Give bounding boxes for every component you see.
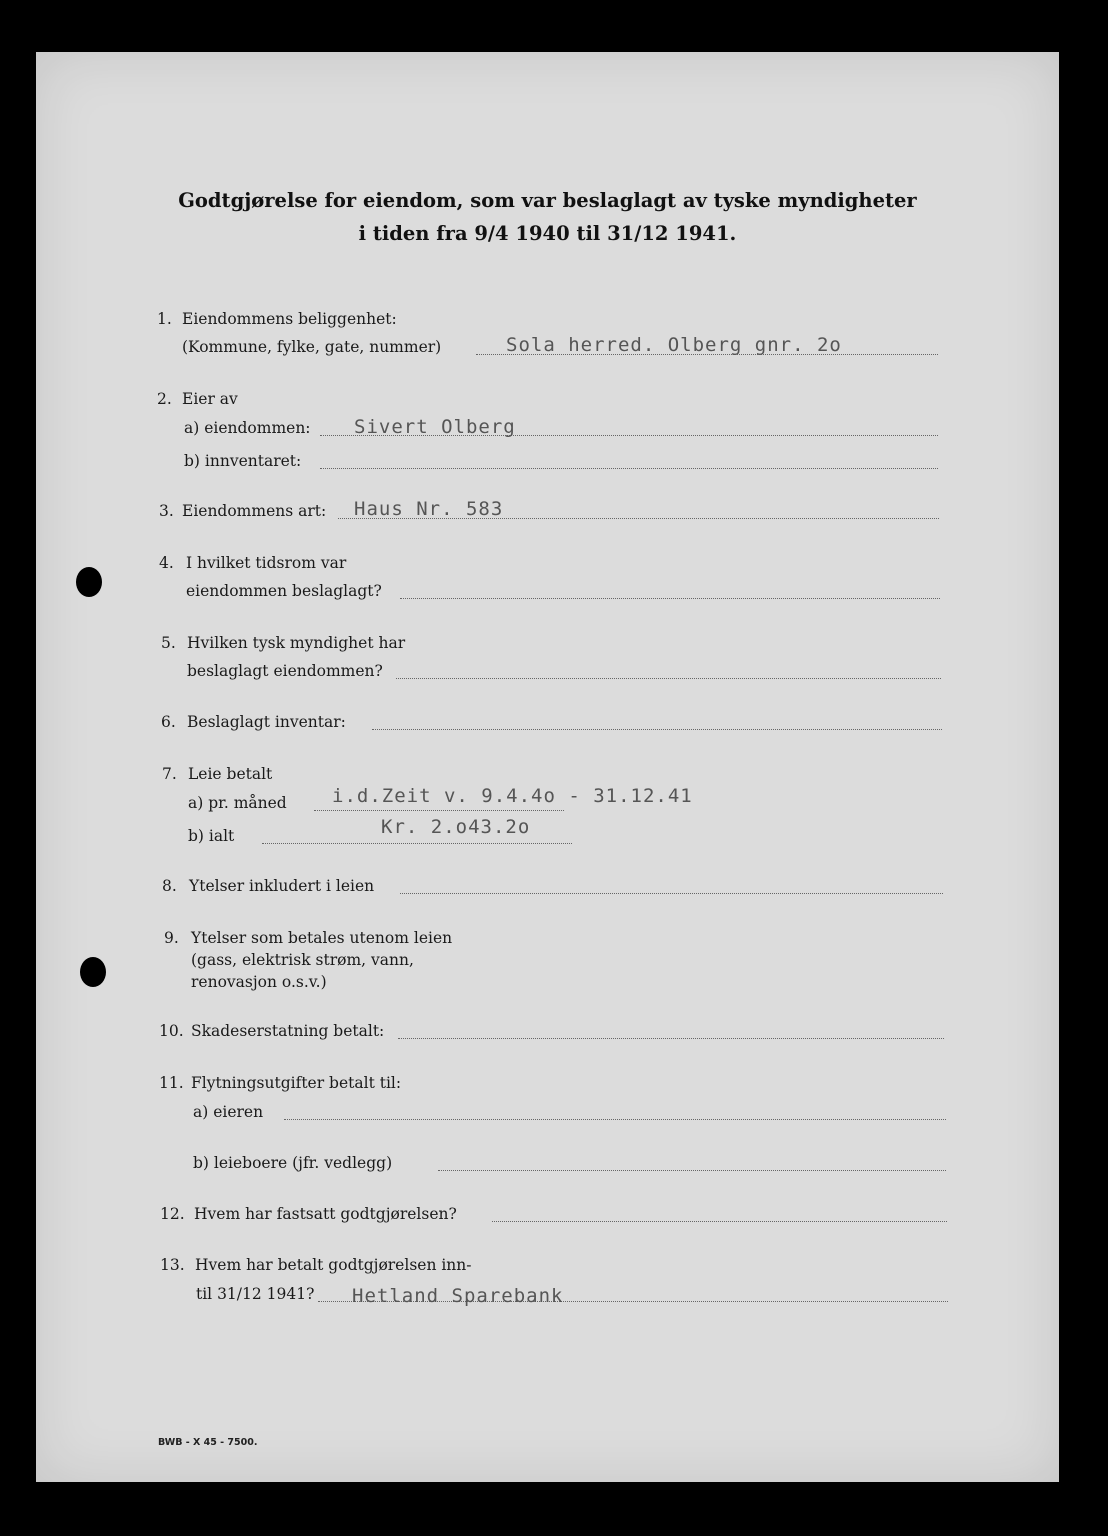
item-7-number: 7. [162,765,177,783]
item-2a-label: a) eiendommen: [184,419,311,437]
item-11b-line [438,1170,946,1171]
item-4-sublabel: eiendommen beslaglagt? [186,582,382,600]
item-4-label: I hvilket tidsrom var [186,554,347,572]
item-5-sublabel: beslaglagt eiendommen? [187,662,383,680]
item-13-value: Hetland Sparebank [352,1285,564,1307]
item-2b-line [320,468,938,469]
item-11a-label: a) eieren [193,1103,264,1121]
item-9-sublabel-1: (gass, elektrisk strøm, vann, [191,951,414,969]
item-11b-label: b) leieboere (jfr. vedlegg) [193,1154,393,1172]
item-6-label: Beslaglagt inventar: [187,713,346,731]
item-3-label: Eiendommens art: [182,502,327,520]
item-3-value: Haus Nr. 583 [354,498,504,520]
item-12-number: 12. [160,1205,185,1223]
item-7b-line [262,843,572,844]
item-10-label: Skadeserstatning betalt: [191,1022,385,1040]
punch-hole-top [76,567,102,597]
item-6-number: 6. [161,713,176,731]
item-8-number: 8. [162,877,177,895]
item-11a-line [284,1119,946,1120]
item-2b-label: b) innventaret: [184,452,302,470]
item-5-line [396,678,941,679]
item-10-number: 10. [159,1022,184,1040]
item-11-number: 11. [159,1074,184,1092]
item-2-number: 2. [157,390,172,408]
item-7-label: Leie betalt [188,765,273,783]
item-6-line [372,729,942,730]
item-5-label: Hvilken tysk myndighet har [187,634,406,652]
item-1-sublabel: (Kommune, fylke, gate, nummer) [182,338,442,356]
item-7a-label: a) pr. måned [188,794,287,812]
item-9-number: 9. [164,929,179,947]
form-title [36,184,1059,250]
item-7b-label: b) ialt [188,827,235,845]
item-11-label: Flytningsutgifter betalt til: [191,1074,402,1092]
item-9-sublabel-2: renovasjon o.s.v.) [191,973,327,991]
item-1-value: Sola herred. Olberg gnr. 2o [506,334,842,356]
item-13-sublabel: til 31/12 1941? [196,1285,315,1303]
item-7b-value: Kr. 2.o43.2o [381,816,531,838]
item-1-label: Eiendommens beliggenhet: [182,310,397,328]
item-1-number: 1. [157,310,172,328]
print-code-footer: BWB - X 45 - 7500. [158,1437,258,1448]
item-3-number: 3. [159,502,174,520]
item-8-line [400,893,943,894]
item-9-label: Ytelser som betales utenom leien [191,929,453,947]
item-13-label: Hvem har betalt godtgjørelsen inn- [195,1256,472,1274]
punch-hole-bottom [80,957,106,987]
title-line-1: Godtgjørelse for eiendom, som var beslaglagt av tyske myndigheter [178,189,917,212]
item-7a-line [314,810,564,811]
item-13-number: 13. [160,1256,185,1274]
item-2a-value: Sivert Olberg [354,416,516,438]
item-10-line [398,1038,944,1039]
item-4-number: 4. [159,554,174,572]
item-4-line [400,598,940,599]
title-line-2: i tiden fra 9/4 1940 til 31/12 1941. [358,222,737,245]
form-sheet [36,52,1059,1482]
item-12-label: Hvem har fastsatt godtgjørelsen? [194,1205,457,1223]
item-7a-value: i.d.Zeit v. 9.4.4o - 31.12.41 [332,785,693,807]
item-5-number: 5. [161,634,176,652]
item-12-line [492,1221,947,1222]
item-2-label: Eier av [182,390,238,408]
item-8-label: Ytelser inkludert i leien [189,877,375,895]
